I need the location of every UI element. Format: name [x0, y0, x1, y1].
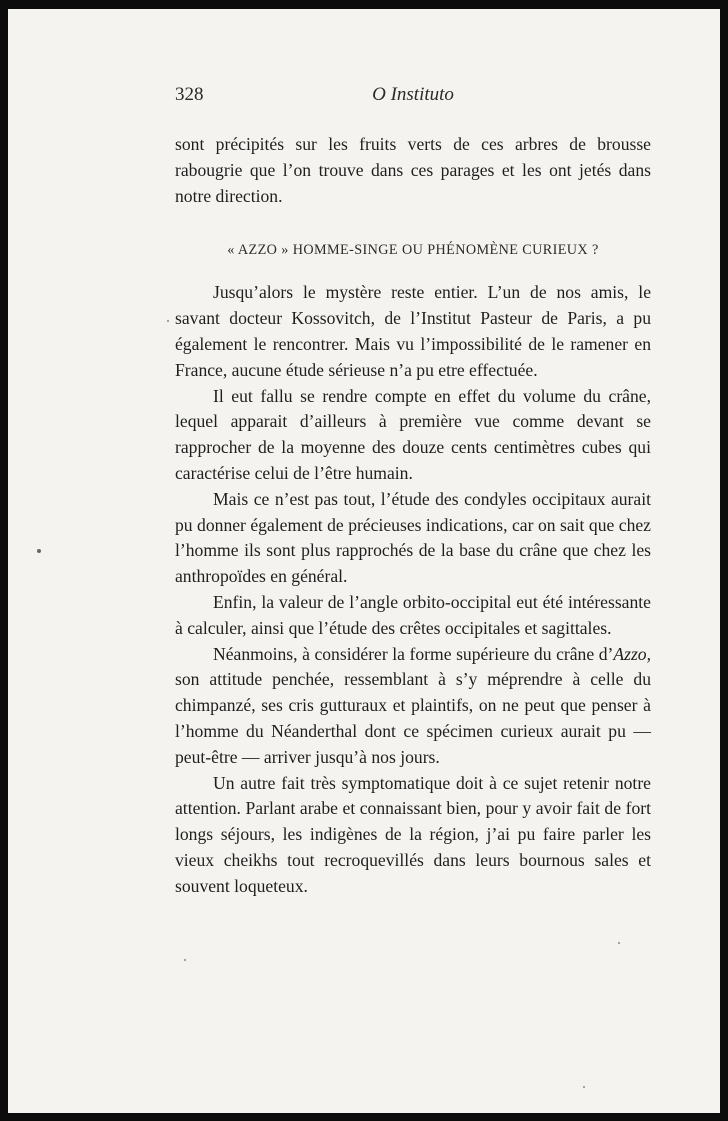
article-body [175, 132, 651, 900]
paragraph: Jusqu’alors le mystère reste entier. L’un de nos amis, le savant docteur Kossovitch, de l’Institut Pasteur de Paris, a pu également le rencontrer. Mais vu l’impossibilité de le ramener en France, aucune étude sérieuse n’a pu etre effectuée. [175, 282, 651, 380]
scan-speck [37, 549, 41, 553]
azzo-paragraph [175, 642, 651, 771]
paragraph: Il eut fallu se rendre compte en effet du volume du crâne, lequel apparait d’ailleurs à première vue comme devant se rapprocher de la moyenne des douze cents centimètres cubes qui caractérise celui de l’être humain. [175, 385, 651, 483]
scan-speck [184, 959, 186, 961]
scan-speck [618, 942, 620, 944]
scan-speck [583, 1086, 585, 1088]
scan-speck [167, 320, 169, 322]
paragraph: Mais ce n’est pas tout, l’étude des condyles occipitaux aurait pu donner également de précieuses indications, car on sait que chez l’homme ils sont plus rapprochés de la base du crâne que chez les anthropoïdes en général. [175, 488, 651, 587]
page-header [175, 84, 651, 114]
continued-paragraph: sont précipités sur les fruits verts de ces arbres de brousse rabougrie que l’on trouve dans ces parages et les ont jetés dans notre direction. [175, 134, 651, 206]
azzo-paragraph-end: son attitude penchée, ressemblant à s’y méprendre à celle du chimpanzé, ses cris gutturaux et plaintifs, on ne peut que penser à l’homme du Néanderthal dont ce spécimen curieux aurait pu — peut-être — arriver jusqu’à nos jours. [175, 669, 651, 767]
paragraph: Un autre fait très symptomatique doit à ce sujet retenir notre attention. Parlant arabe et connaissant bien, pour y avoir fait de fort longs séjours, les indigènes de la région, j’ai pu faire parler les vieux cheikhs tout recroquevillés dans leurs bournous sales et souvent loqueteux. [175, 772, 651, 896]
page-number: 328 [175, 84, 204, 105]
paragraph: Enfin, la valeur de l’angle orbito-occipital eut été intéressante à calculer, ainsi que l’étude des crêtes occipitales et sagittales. [175, 591, 651, 638]
section-heading: « AZZO » HOMME-SINGE OU PHÉNOMÈNE CURIEUX ? [227, 242, 599, 259]
azzo-name: Azzo, [613, 643, 651, 664]
running-title: O Instituto [372, 84, 454, 105]
scanned-page [8, 9, 720, 1113]
azzo-paragraph-start: Néanmoins, à considérer la forme supérieure du crâne d’ [213, 643, 614, 664]
